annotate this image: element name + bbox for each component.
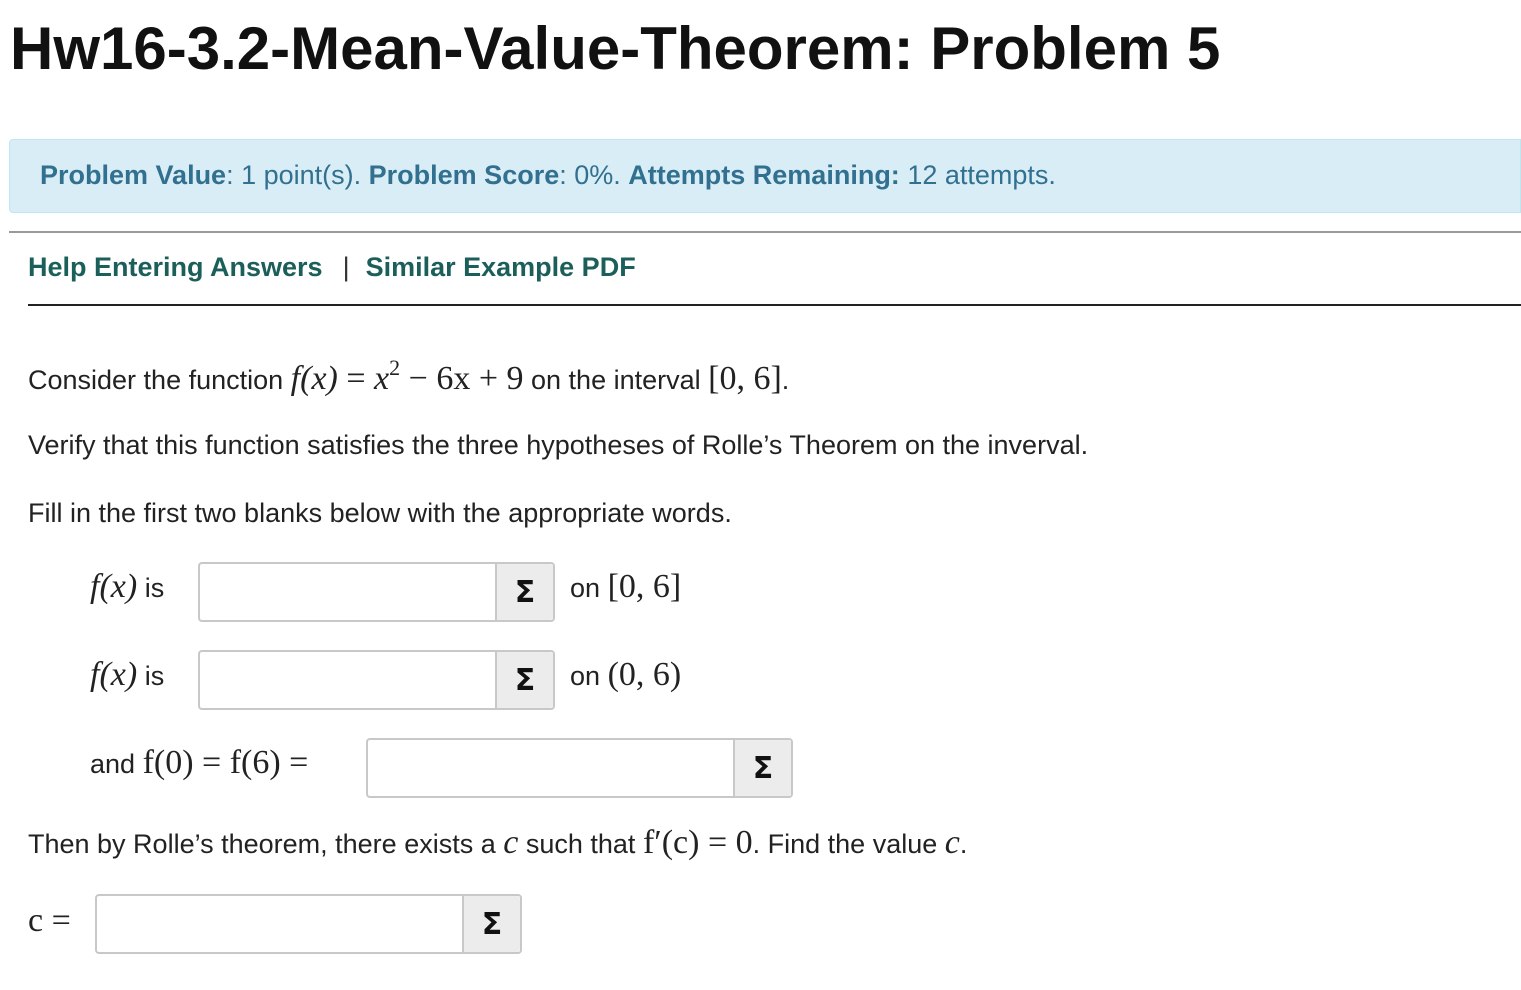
- sigma-icon[interactable]: Σ: [462, 896, 520, 952]
- sigma-icon[interactable]: Σ: [495, 652, 553, 708]
- intro-text: Consider the function: [28, 365, 284, 395]
- answer-input-4[interactable]: [97, 896, 464, 952]
- problem-info-box: [9, 139, 1521, 213]
- divider: [9, 231, 1521, 233]
- sigma-icon[interactable]: Σ: [495, 564, 553, 620]
- rolle-conclusion: Then by Rolle’s theorem, there exists a c such that f′(c) = 0. Find the value c.: [28, 824, 968, 861]
- problem-info-text: [40, 160, 1056, 191]
- help-entering-answers-link[interactable]: Help Entering Answers: [28, 252, 323, 282]
- answer-input-1[interactable]: [200, 564, 497, 620]
- function-expression: $f(x) = x^2 - 6x + 9$: [290, 355, 524, 397]
- problem-score-label: Problem Score: [368, 160, 560, 190]
- row3-label: and f(0) = f(6) =: [90, 744, 309, 781]
- problem-value: : 1 point(s).: [226, 160, 362, 190]
- verify-instruction: Verify that this function satisfies the three hypotheses of Rolle’s Theorem on the inverval.: [28, 430, 1089, 460]
- help-links: [28, 252, 636, 283]
- interval-closed: [0, 6]: [708, 360, 782, 397]
- row1-label: f(x) is: [90, 568, 165, 605]
- answer-field-3: [366, 738, 793, 798]
- divider: [28, 304, 1521, 306]
- fill-instruction: Fill in the first two blanks below with the appropriate words.: [28, 498, 732, 528]
- row2-label: f(x) is: [90, 656, 165, 693]
- link-separator: |: [342, 252, 350, 282]
- answer-input-2[interactable]: [200, 652, 497, 708]
- attempts-remaining-label: Attempts Remaining:: [628, 160, 900, 190]
- intro-interval-text: on the interval: [531, 365, 701, 395]
- sigma-icon[interactable]: Σ: [733, 740, 791, 796]
- answer-input-3[interactable]: [368, 740, 735, 796]
- similar-example-pdf-link[interactable]: Similar Example PDF: [365, 252, 636, 282]
- problem-intro: Consider the function $f(x) = x^2 - 6x + 9$ on the interval [0, 6].: [28, 355, 790, 397]
- row1-interval: on [0, 6]: [570, 568, 682, 605]
- problem-score: : 0%.: [559, 160, 621, 190]
- answer-field-1: [198, 562, 555, 622]
- c-label: c =: [28, 902, 71, 939]
- answer-field-4: [95, 894, 522, 954]
- page-title: Hw16-3.2-Mean-Value-Theorem: Problem 5: [10, 15, 1221, 82]
- problem-value-label: Problem Value: [40, 160, 227, 190]
- answer-field-2: [198, 650, 555, 710]
- row2-interval: on (0, 6): [570, 656, 682, 693]
- attempts-remaining: 12 attempts.: [907, 160, 1056, 190]
